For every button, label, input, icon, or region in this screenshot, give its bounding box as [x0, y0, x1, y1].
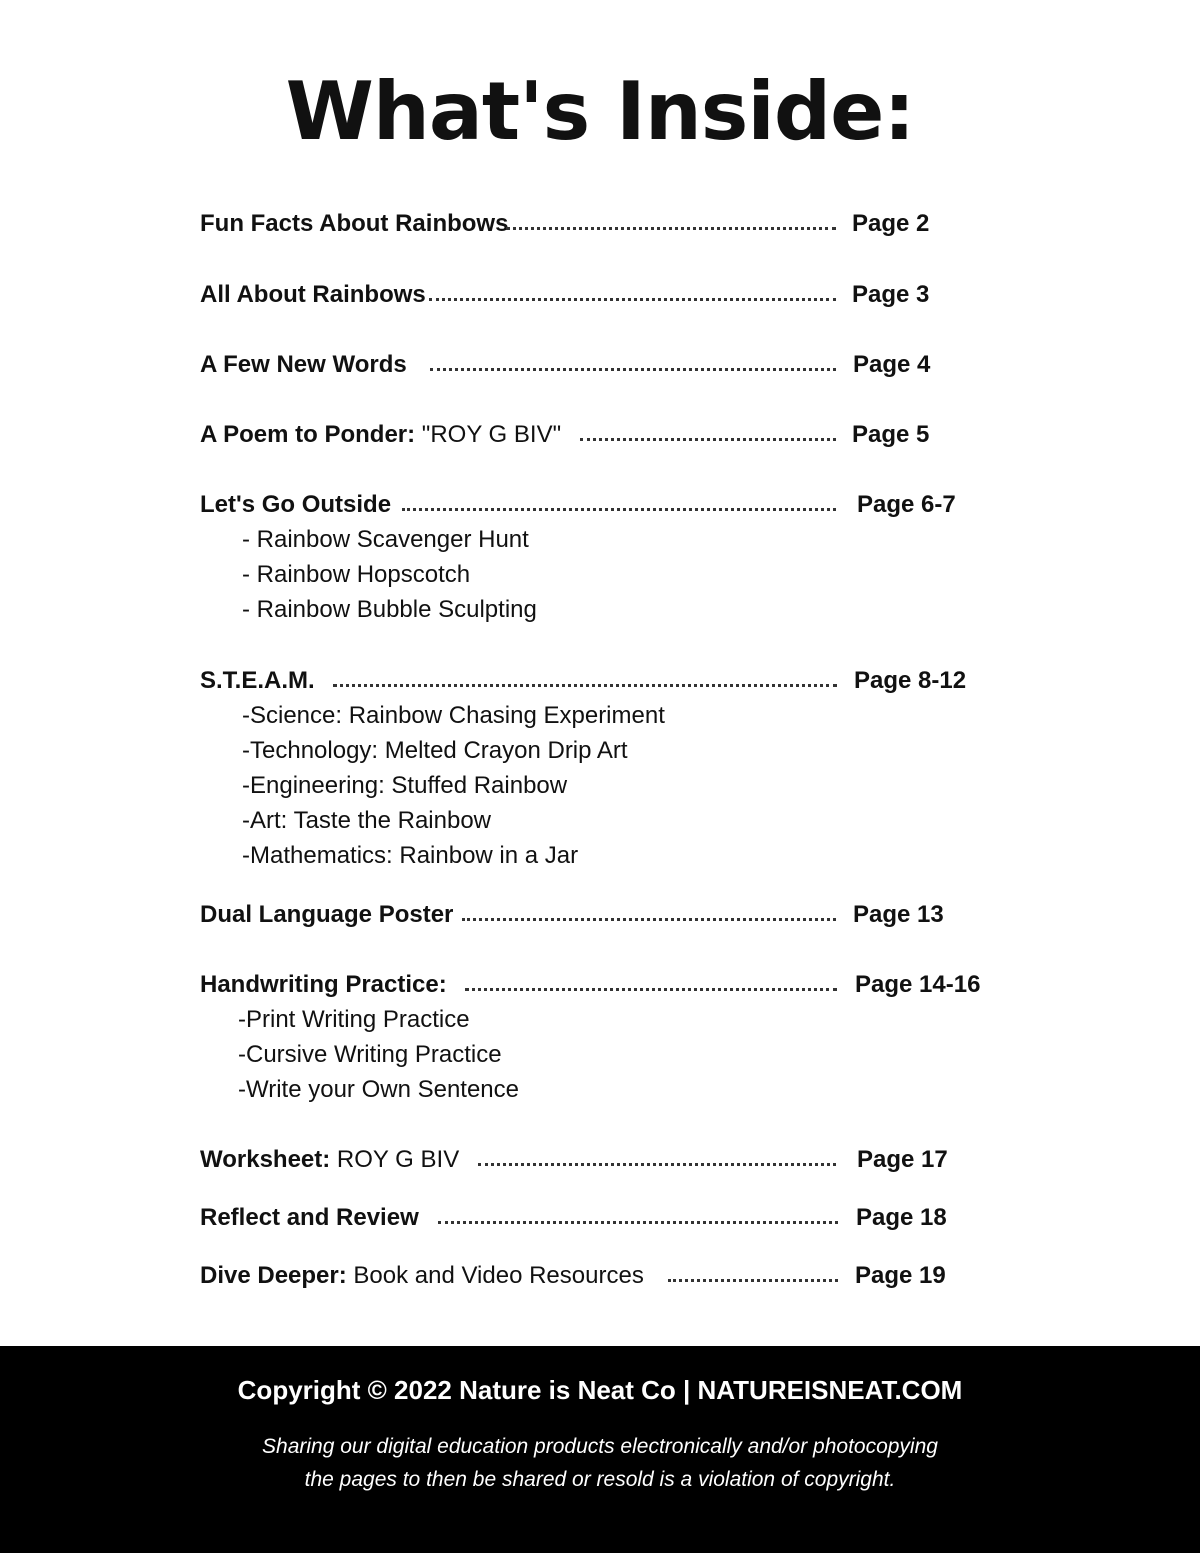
- toc-entry-label: S.T.E.A.M.: [200, 667, 315, 694]
- toc-entry-reflect: [200, 1200, 1000, 1236]
- toc-subitem: - Rainbow Hopscotch: [242, 561, 471, 588]
- toc-entry-label: Handwriting Practice:: [200, 971, 447, 998]
- toc-entry-outside: [200, 487, 1000, 523]
- toc-entry-dual-language: [200, 897, 1000, 933]
- footer-banner: [0, 1346, 1200, 1553]
- toc-subitem: -Art: Taste the Rainbow: [242, 807, 492, 834]
- dot-leader: [402, 508, 836, 511]
- copyright-notice: [0, 1430, 1200, 1496]
- copyright-notice-line: the pages to then be shared or resold is a violation of copyright.: [304, 1468, 896, 1491]
- dot-leader: [438, 1221, 838, 1224]
- toc-entry-label: A Poem to Ponder: "ROY G BIV": [200, 421, 562, 448]
- dot-leader: [580, 438, 836, 441]
- page-title: What's Inside:: [285, 65, 915, 158]
- toc-entry-page: Page 4: [853, 351, 931, 378]
- toc-subitem: - Rainbow Bubble Sculpting: [242, 596, 537, 623]
- toc-entry-new-words: [200, 347, 1000, 383]
- toc-entry-steam: [200, 663, 1000, 699]
- copyright-notice-line: Sharing our digital education products electronically and/or photocopying: [262, 1435, 938, 1458]
- toc-entry-label: Dive Deeper: Book and Video Resources: [200, 1262, 644, 1289]
- copyright-line: Copyright © 2022 Nature is Neat Co | NATUREISNEAT.COM: [237, 1375, 963, 1405]
- toc-entry-page: Page 5: [852, 421, 930, 448]
- toc-entry-all-about: [200, 277, 1000, 313]
- toc-entry-page: Page 3: [852, 281, 930, 308]
- dot-leader: [668, 1279, 838, 1282]
- toc-entry-page: Page 14-16: [855, 971, 981, 998]
- toc-entry-label: A Few New Words: [200, 351, 407, 378]
- toc-entry-label: Let's Go Outside: [200, 491, 392, 518]
- toc-entry-page: Page 2: [852, 210, 930, 237]
- toc-entry-page: Page 17: [857, 1146, 948, 1173]
- toc-subitem: -Print Writing Practice: [238, 1006, 470, 1033]
- toc-subitem: -Mathematics: Rainbow in a Jar: [242, 842, 579, 869]
- toc-subitem: -Science: Rainbow Chasing Experiment: [242, 702, 665, 729]
- toc-entry-page: Page 6-7: [857, 491, 956, 518]
- toc-entry-page: Page 8-12: [854, 667, 967, 694]
- toc-entry-label: Fun Facts About Rainbows: [200, 210, 509, 237]
- toc-entry-poem: [200, 417, 1000, 453]
- toc-entry-page: Page 18: [856, 1204, 947, 1231]
- toc-subitem: -Engineering: Stuffed Rainbow: [242, 772, 568, 799]
- toc-entry-handwriting: [200, 967, 1000, 1003]
- toc-entry-label: Worksheet: ROY G BIV: [200, 1146, 460, 1173]
- toc-entry-label: All About Rainbows: [200, 281, 426, 308]
- toc-entry-page: Page 19: [855, 1262, 946, 1289]
- toc-subitem: -Write your Own Sentence: [238, 1076, 520, 1103]
- dot-leader: [506, 227, 836, 230]
- toc-subitem: -Technology: Melted Crayon Drip Art: [242, 737, 628, 764]
- toc-entry-worksheet: [200, 1142, 1000, 1178]
- toc-subitem: -Cursive Writing Practice: [238, 1041, 502, 1068]
- dot-leader: [333, 684, 837, 687]
- toc-entry-label: Reflect and Review: [200, 1204, 419, 1231]
- dot-leader: [429, 298, 836, 301]
- toc-entry-fun-facts: [200, 206, 1000, 242]
- toc-subitem: - Rainbow Scavenger Hunt: [242, 526, 529, 553]
- dot-leader: [430, 368, 836, 371]
- toc-entry-dive-deeper: [200, 1258, 1000, 1294]
- dot-leader: [478, 1163, 836, 1166]
- dot-leader: [462, 918, 836, 921]
- toc-entry-page: Page 13: [853, 901, 944, 928]
- dot-leader: [465, 988, 837, 991]
- toc-entry-label: Dual Language Poster: [200, 901, 454, 928]
